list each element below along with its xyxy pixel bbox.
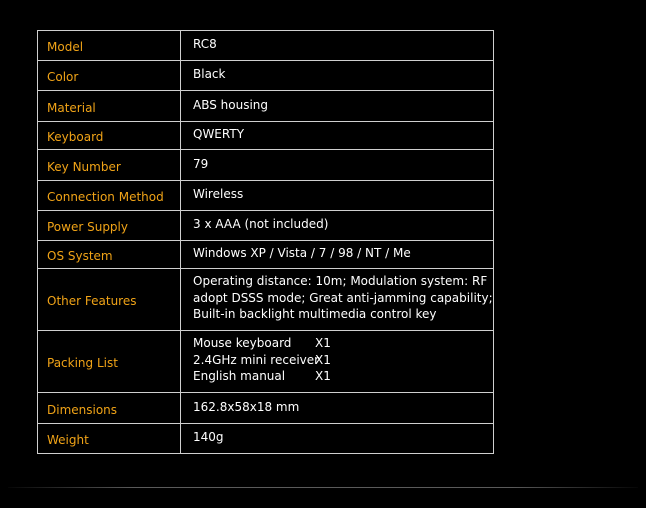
spec-row-keyboard xyxy=(38,122,494,150)
spec-value xyxy=(181,331,494,393)
feature-line: Built-in backlight multimedia control key xyxy=(193,307,437,322)
spec-value: 140g xyxy=(181,424,494,454)
spec-row-model xyxy=(38,31,494,61)
spec-row-weight xyxy=(38,424,494,454)
spec-row-power-supply xyxy=(38,211,494,241)
spec-value: 3 x AAA (not included) xyxy=(181,211,494,241)
spec-table xyxy=(37,30,494,454)
spec-label: Packing List xyxy=(38,331,181,393)
spec-label: Key Number xyxy=(38,150,181,181)
bottom-divider xyxy=(8,487,638,488)
spec-label: Keyboard xyxy=(38,122,181,150)
spec-row-other-features xyxy=(38,269,494,331)
spec-value: Wireless xyxy=(181,181,494,211)
spec-label: Power Supply xyxy=(38,211,181,241)
spec-value: 162.8x58x18 mm xyxy=(181,393,494,424)
packing-item-name: English manual xyxy=(193,369,286,384)
spec-value: 79 xyxy=(181,150,494,181)
spec-value: RC8 xyxy=(181,31,494,61)
spec-value: Windows XP / Vista / 7 / 98 / NT / Me xyxy=(181,241,494,269)
spec-row-packing-list xyxy=(38,331,494,393)
spec-row-color xyxy=(38,61,494,91)
packing-item-qty: X1 xyxy=(315,336,331,351)
spec-label: Other Features xyxy=(38,269,181,331)
spec-value xyxy=(181,269,494,331)
spec-label: Dimensions xyxy=(38,393,181,424)
spec-value: Black xyxy=(181,61,494,91)
spec-value: ABS housing xyxy=(181,91,494,122)
packing-item-qty: X1 xyxy=(315,369,331,384)
packing-item-name: Mouse keyboard xyxy=(193,336,292,351)
spec-label: Material xyxy=(38,91,181,122)
packing-list xyxy=(193,335,485,385)
spec-label: Weight xyxy=(38,424,181,454)
feature-line: adopt DSSS mode; Great anti-jamming capability; xyxy=(193,290,493,305)
packing-item-name: 2.4GHz mini receiver xyxy=(193,352,320,367)
spec-row-os-system xyxy=(38,241,494,269)
spec-row-key-number xyxy=(38,150,494,181)
spec-label: Color xyxy=(38,61,181,91)
spec-row-connection-method xyxy=(38,181,494,211)
spec-row-dimensions xyxy=(38,393,494,424)
packing-item-qty: X1 xyxy=(315,352,331,367)
spec-label: OS System xyxy=(38,241,181,269)
spec-value: QWERTY xyxy=(181,122,494,150)
spec-label: Connection Method xyxy=(38,181,181,211)
feature-line: Operating distance: 10m; Modulation system: RF xyxy=(193,274,488,289)
spec-label: Model xyxy=(38,31,181,61)
spec-row-material xyxy=(38,91,494,122)
